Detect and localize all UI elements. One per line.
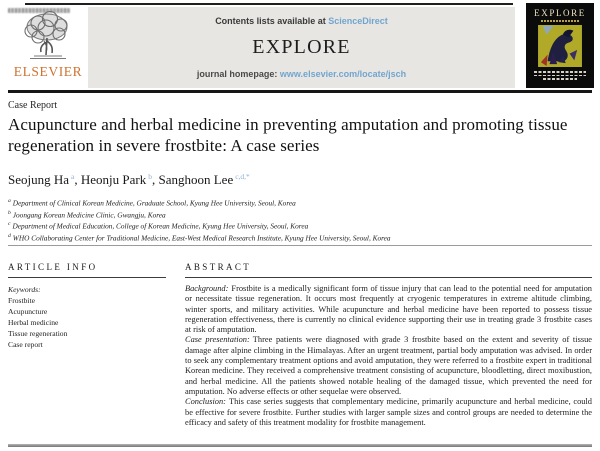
article-info-heading-rule bbox=[8, 277, 166, 278]
homepage-label: journal homepage: bbox=[196, 69, 278, 79]
keyword: Frostbite bbox=[8, 296, 36, 305]
homepage-url-link[interactable]: www.elsevier.com/locate/jsch bbox=[279, 69, 407, 79]
journal-title: EXPLORE bbox=[252, 36, 351, 58]
article-info-column bbox=[8, 262, 166, 350]
top-hairline bbox=[25, 3, 513, 5]
keywords-label: Keywords: bbox=[8, 285, 41, 294]
author-list bbox=[8, 172, 250, 188]
author-affiliation-marks: a bbox=[71, 172, 75, 181]
elsevier-wordmark: ELSEVIER bbox=[13, 64, 83, 79]
paper-title: Acupuncture and herbal medicine in preventing amputation and promoting tissue regeneration in severe frostbite: A case series bbox=[8, 115, 568, 156]
article-type-label: Case Report bbox=[8, 100, 58, 111]
contents-line bbox=[215, 16, 388, 26]
section-divider-rule bbox=[8, 245, 592, 246]
article-info-heading: ARTICLE INFO bbox=[8, 262, 98, 272]
author: Heonju Park $^b$, bbox=[80, 172, 159, 188]
abstract-conclusion: Conclusion: This case series suggests that complementary medicine, primarily acupuncture and herbal medicine, could be effective for severe frostbite. Further studies with larger sample sizes and control groups are needed to determine the efficacy and safety of this treatment modality for frostbite management. bbox=[185, 397, 592, 427]
abstract-heading-rule bbox=[185, 277, 592, 278]
elsevier-logo bbox=[7, 11, 89, 80]
author-affiliation-marks: b bbox=[148, 172, 152, 181]
abstract-heading: ABSTRACT bbox=[185, 262, 252, 272]
affiliation-list bbox=[8, 197, 391, 243]
keyword: Tissue regeneration bbox=[8, 329, 68, 338]
journal-cover-thumbnail bbox=[526, 3, 594, 88]
cover-artwork bbox=[537, 25, 583, 67]
keyword: Acupuncture bbox=[8, 307, 48, 316]
abstract-background: Background: Frostbite is a medically significant form of tissue injury that can lead to the potential need for amputation or necessitate tissue regeneration. It occurs most frequently at cryogenic temperatures in extreme altitude climbing, winter sports, and military activities. While acupuncture and herbal medicine have been reported to possess tissue regeneration effectiveness, there is currently no clinical evidence supporting their use in treating grade 3 frostbite cases at risk of amputation. bbox=[185, 284, 592, 335]
elsevier-tree-icon bbox=[16, 11, 80, 63]
sciencedirect-link[interactable]: ScienceDirect bbox=[328, 16, 388, 26]
author: Seojung Ha $^a$, bbox=[8, 172, 81, 188]
affiliation: $^b$ Joongang Korean Medicine Clinic, Gwangju, Korea bbox=[8, 209, 166, 219]
cover-subtitle-microtext bbox=[541, 20, 579, 22]
affiliation: $^c$ Department of Medical Education, College of Korean Medicine, Kyung Hee University, Seoul, Korea bbox=[8, 221, 309, 231]
author-affiliation-marks: c,d,* bbox=[235, 172, 250, 181]
cover-journal-title: EXPLORE bbox=[534, 8, 586, 18]
footer-rule bbox=[8, 444, 592, 447]
abstract-column bbox=[185, 262, 592, 428]
affiliation: $^d$ WHO Collaborating Center for Traditional Medicine, East-West Medical Research Institute, Kyung Hee University, Seoul, Korea bbox=[8, 232, 391, 242]
homepage-line bbox=[197, 69, 406, 79]
cover-footer-microtext bbox=[534, 71, 586, 80]
contents-prefix: Contents lists available at bbox=[215, 16, 326, 26]
affiliation: $^a$ Department of Clinical Korean Medicine, Graduate School, Kyung Hee University, Seoul, Korea bbox=[8, 198, 296, 208]
header-thick-rule bbox=[8, 90, 592, 93]
keyword: Case report bbox=[8, 340, 43, 349]
author: Sanghoon Lee $^{c,d,*}$ bbox=[158, 172, 250, 188]
abstract-case-presentation: Case presentation: Three patients were diagnosed with grade 3 frostbite based on the extent and severity of tissue damage after alpine climbing in the Himalayas. After an urgent treatment, partial body amputation was advised. In order to seek any complementary treatment options and avoid amputation, they were referred to a frostbite expert in traditional Korean medicine. They received a comprehensive treatment consisting of acupuncture, bloodletting, direct moxibustion, and herbal medicine. All the patients showed notable healing of the damaged tissue, which prevented the need for amputation. No adverse effects or other sequelae were observed. bbox=[185, 335, 593, 396]
journal-header-box bbox=[88, 7, 515, 88]
keyword: Herbal medicine bbox=[8, 318, 59, 327]
